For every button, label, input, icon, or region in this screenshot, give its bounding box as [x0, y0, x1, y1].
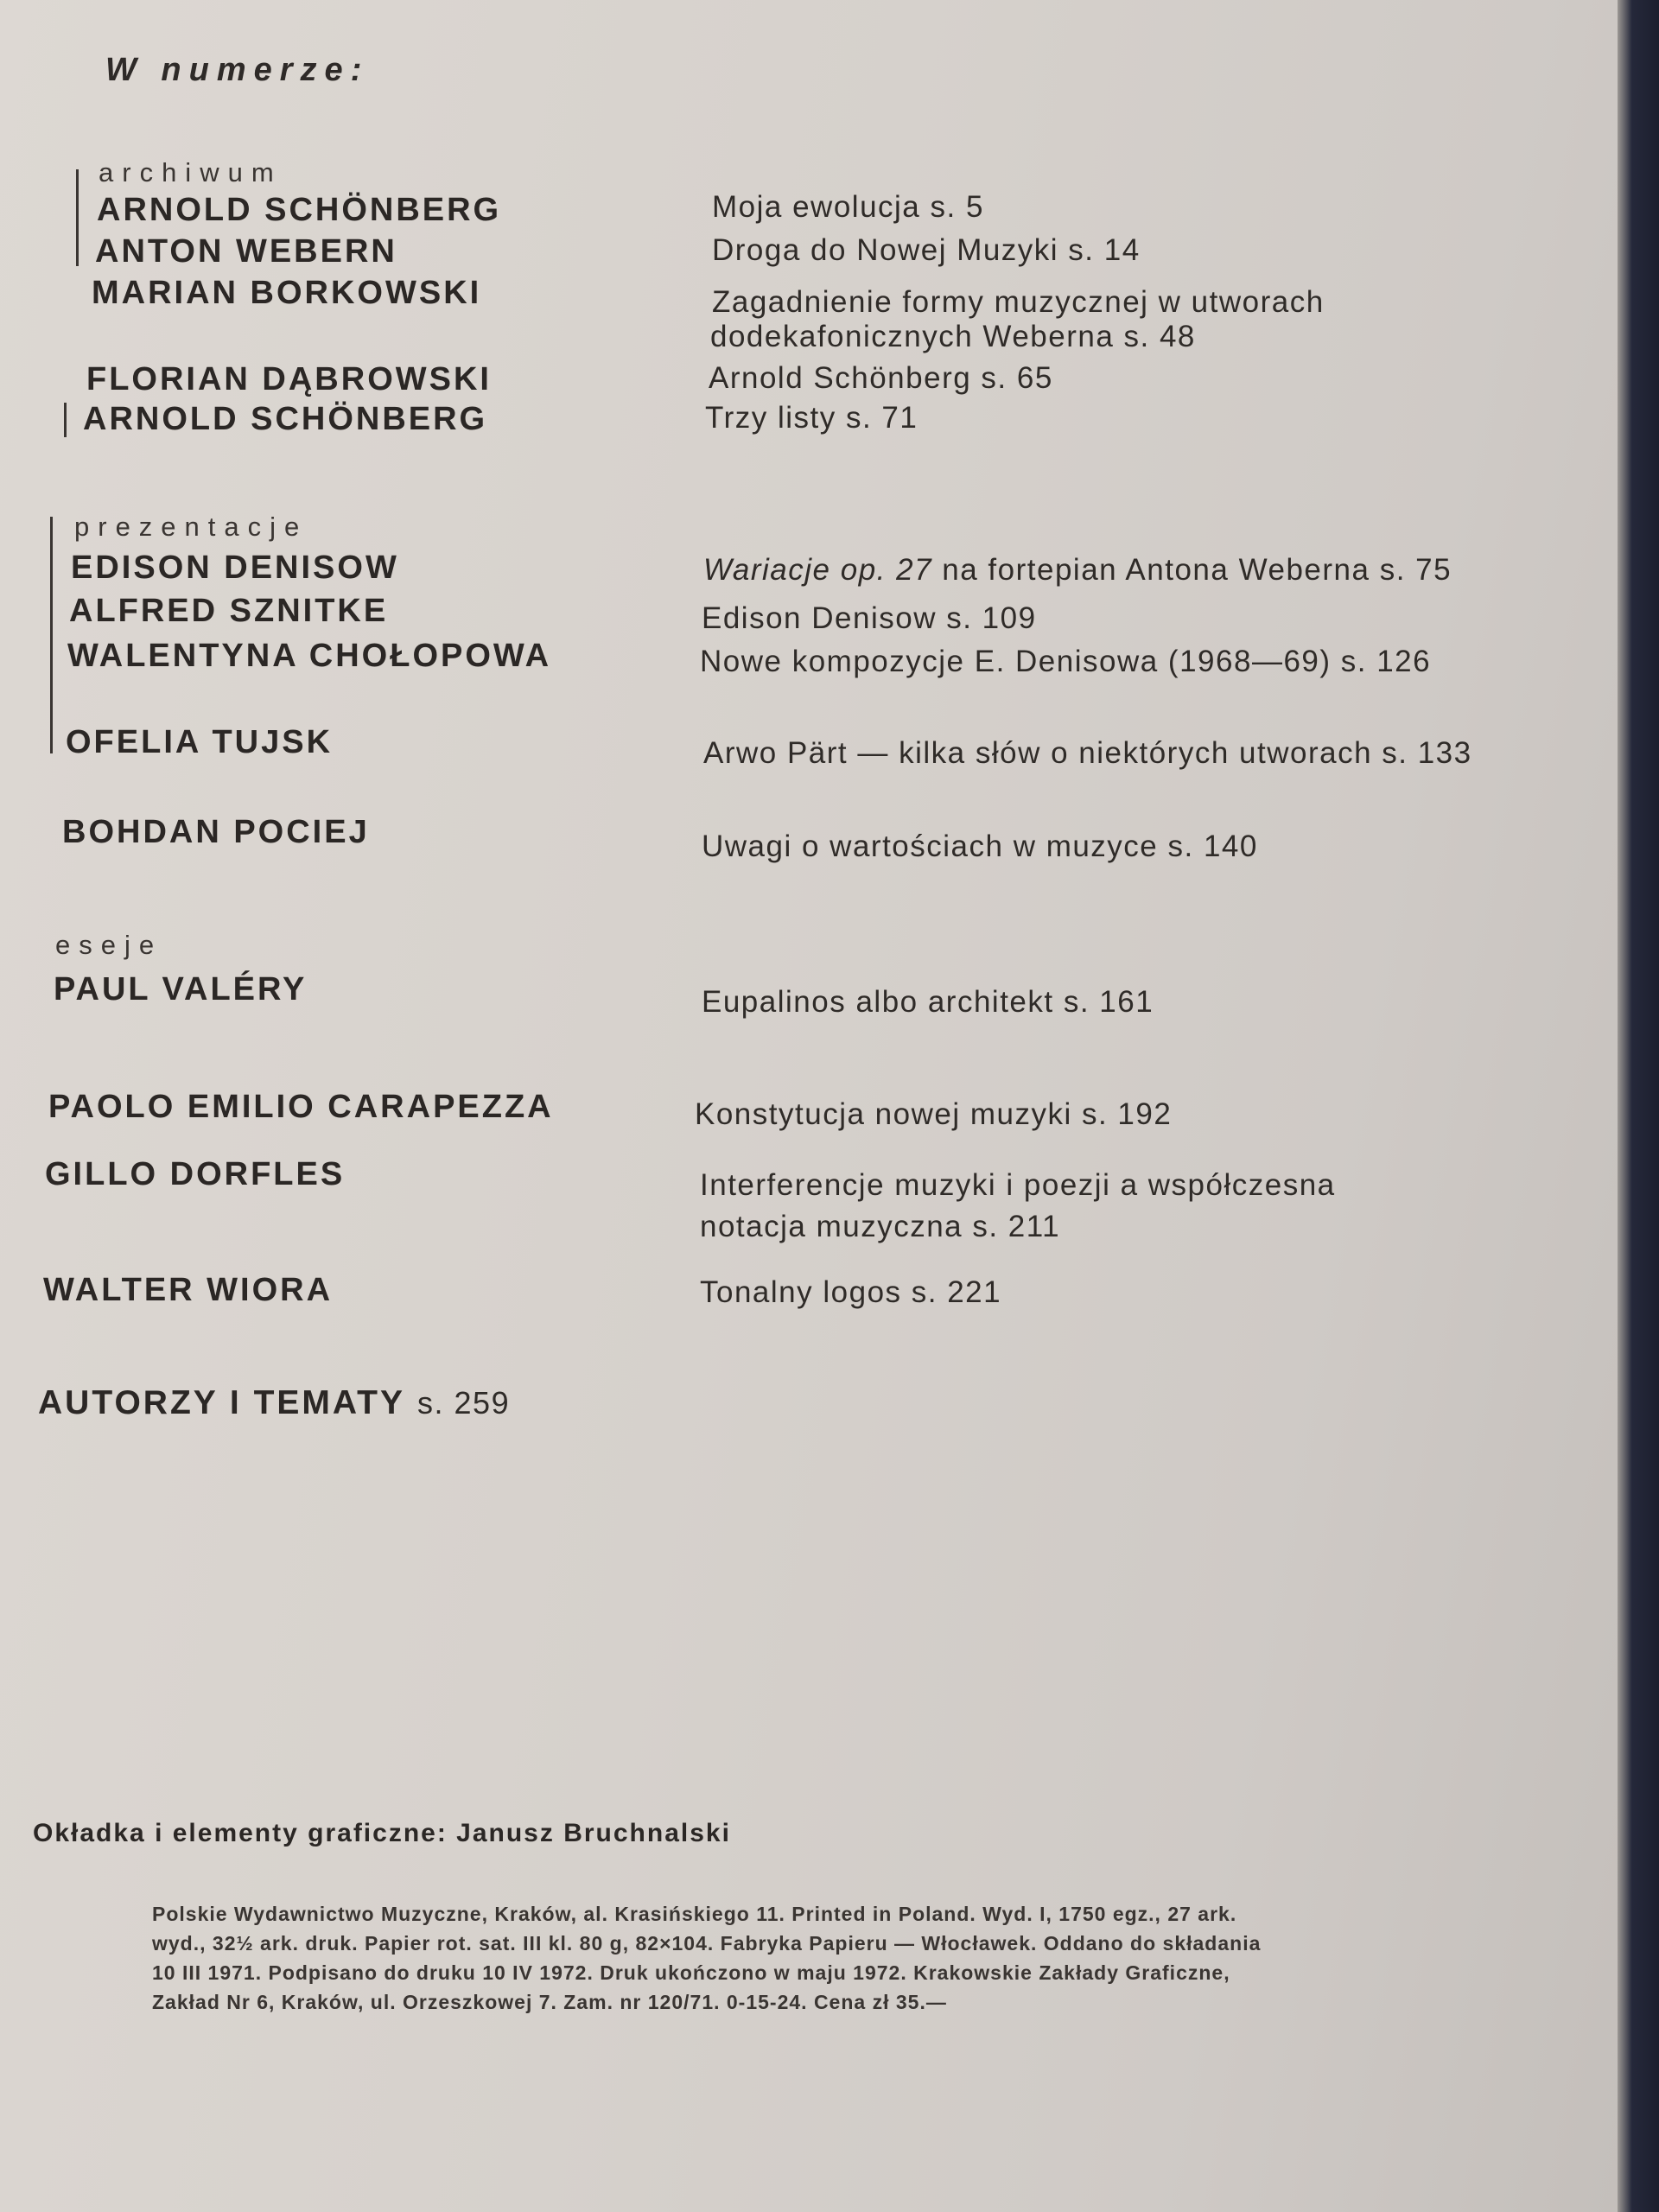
section-bar-archiwum-end — [64, 403, 67, 437]
toc-author: FLORIAN DĄBROWSKI — [86, 361, 492, 397]
toc-author: EDISON DENISOW — [71, 550, 399, 586]
toc-title: Tonalny logos s. 221 — [700, 1275, 1002, 1309]
section-label-prezentacje: prezentacje — [74, 512, 308, 542]
toc-title: Interferencje muzyki i poezji a współczesna — [700, 1168, 1336, 1202]
toc-title: Arwo Pärt — kilka słów o niektórych utworach s. 133 — [703, 736, 1472, 770]
section-label-archiwum: archiwum — [99, 157, 283, 188]
toc-title-continued: dodekafonicznych Weberna s. 48 — [710, 320, 1196, 353]
toc-title: Uwagi o wartościach w muzyce s. 140 — [702, 830, 1258, 863]
imprint-line: 10 III 1971. Podpisano do druku 10 IV 1972. Druk ukończono w maju 1972. Krakowskie Zakłady Graficzne, — [152, 1961, 1230, 1984]
imprint-line: Polskie Wydawnictwo Muzyczne, Kraków, al. Krasińskiego 11. Printed in Poland. Wyd. I, 1750 egz., 27 ark. — [152, 1903, 1237, 1925]
imprint-line: Zakład Nr 6, Kraków, ul. Orzeszkowej 7. Zam. nr 120/71. 0-15-24. Cena zł 35.— — [152, 1991, 947, 2013]
toc-author: PAOLO EMILIO CARAPEZZA — [48, 1089, 554, 1125]
toc-title — [703, 553, 1452, 588]
page-edge — [1618, 0, 1659, 2212]
toc-author: GILLO DORFLES — [45, 1156, 346, 1192]
toc-author: BOHDAN POCIEJ — [62, 814, 370, 850]
section-label-eseje: eseje — [55, 930, 163, 960]
toc-author: PAUL VALÉRY — [54, 971, 308, 1007]
toc-title: Nowe kompozycje E. Denisowa (1968—69) s. 126 — [700, 645, 1432, 678]
toc-title: Eupalinos albo architekt s. 161 — [702, 985, 1154, 1019]
index-page: s. 259 — [417, 1385, 511, 1421]
toc-author: ARNOLD SCHÖNBERG — [83, 401, 488, 437]
toc-title-rest: na fortepian Antona Weberna s. 75 — [932, 553, 1452, 587]
index-label: AUTORZY I TEMATY — [38, 1384, 406, 1421]
toc-title: Trzy listy s. 71 — [705, 401, 918, 435]
toc-title-continued: notacja muzyczna s. 211 — [700, 1210, 1061, 1243]
cover-credits: Okładka i elementy graficzne: Janusz Bruchnalski — [33, 1819, 731, 1847]
toc-author: WALTER WIORA — [43, 1272, 334, 1308]
toc-author: MARIAN BORKOWSKI — [92, 275, 482, 311]
toc-title: Konstytucja nowej muzyki s. 192 — [695, 1097, 1173, 1131]
toc-title: Zagadnienie formy muzycznej w utworach — [712, 285, 1325, 319]
toc-author: ALFRED SZNITKE — [69, 593, 389, 629]
index-entry — [38, 1384, 510, 1422]
toc-title-italic: Wariacje op. 27 — [703, 553, 933, 587]
toc-author: ARNOLD SCHÖNBERG — [97, 192, 502, 228]
page-header: W numerze: — [105, 52, 370, 88]
section-bar-archiwum — [76, 169, 79, 266]
toc-title: Droga do Nowej Muzyki s. 14 — [712, 233, 1141, 267]
toc-title: Edison Denisow s. 109 — [702, 601, 1037, 635]
toc-title: Moja ewolucja s. 5 — [712, 190, 984, 224]
toc-title: Arnold Schönberg s. 65 — [709, 361, 1053, 395]
toc-author: WALENTYNA CHOŁOPOWA — [67, 638, 552, 674]
toc-author: OFELIA TUJSK — [66, 724, 334, 760]
imprint-line: wyd., 32½ ark. druk. Papier rot. sat. III kl. 80 g, 82×104. Fabryka Papieru — Włocławek. Oddano do składania — [152, 1932, 1262, 1955]
section-bar-prezentacje — [50, 517, 53, 753]
toc-author: ANTON WEBERN — [95, 233, 397, 270]
